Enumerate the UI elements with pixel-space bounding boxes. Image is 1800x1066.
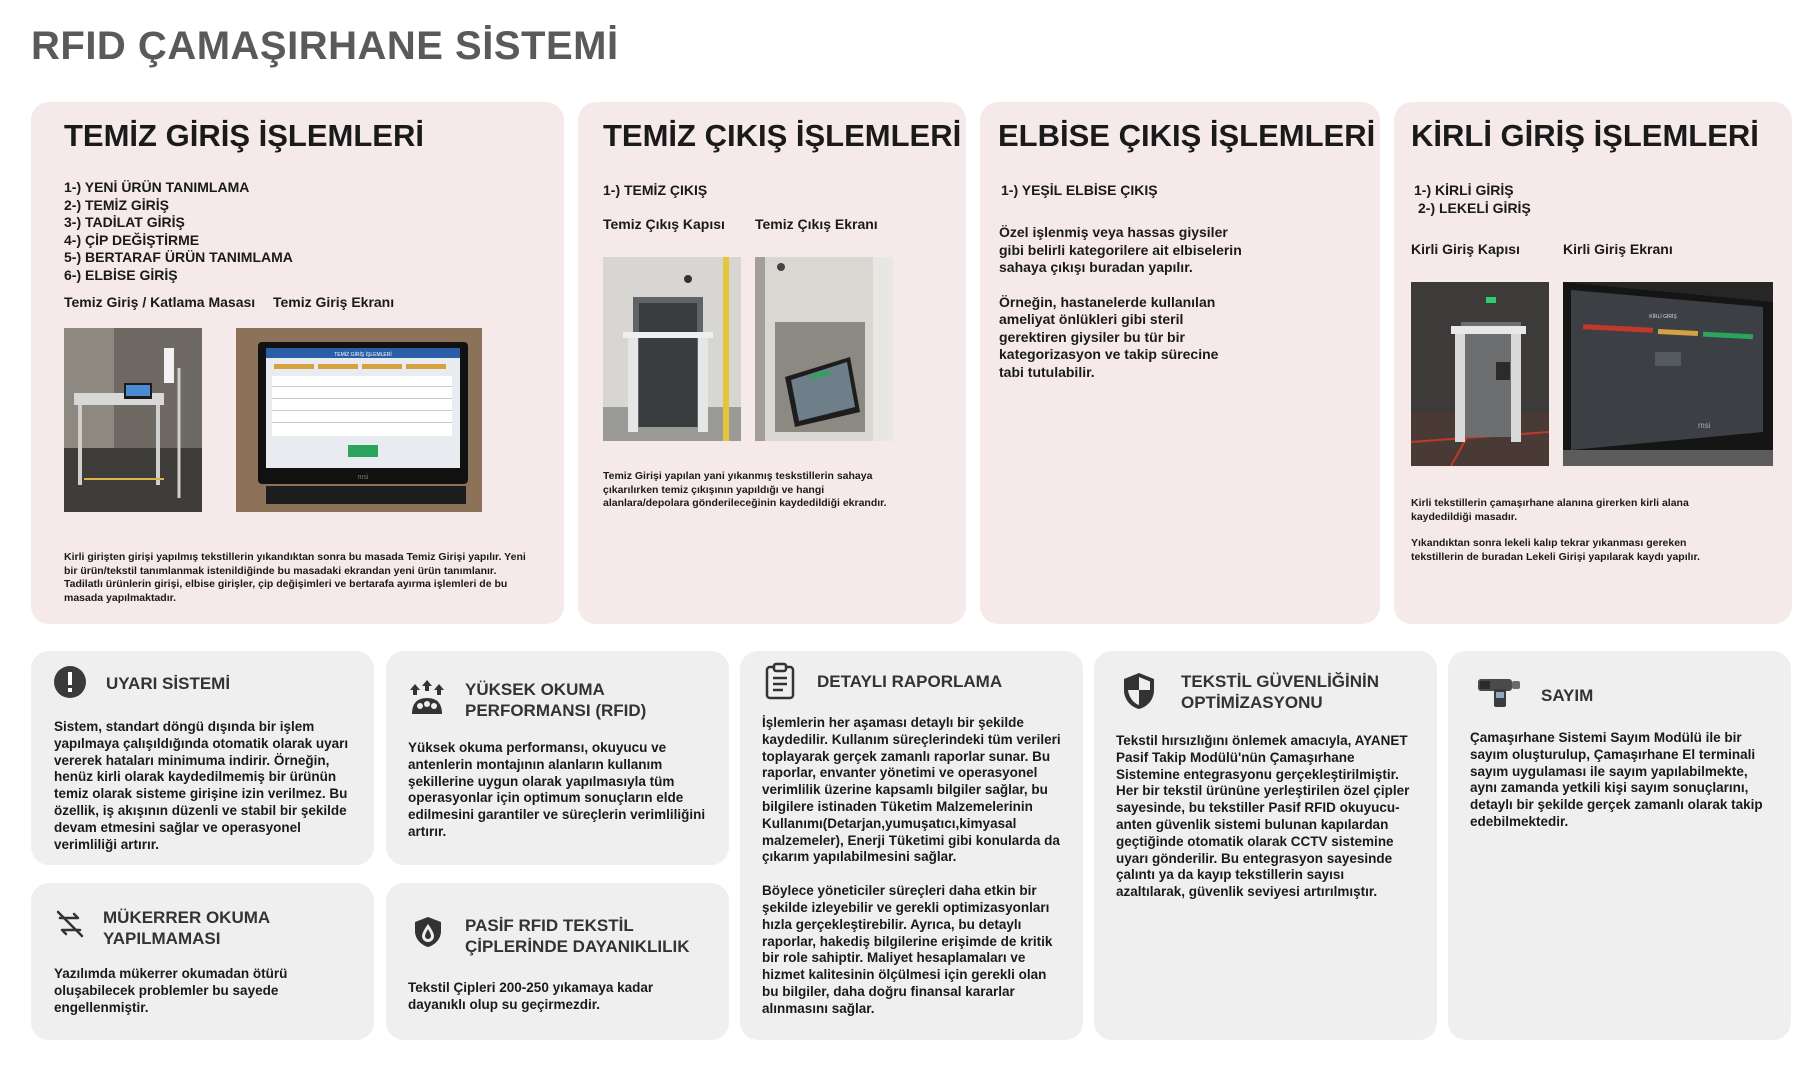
card-pasif-rfid bbox=[386, 883, 729, 1040]
temiz-giris-screen-photo bbox=[236, 328, 482, 512]
item-list bbox=[1414, 182, 1531, 217]
feature-title: MÜKERRER OKUMA YAPILMAMASI bbox=[103, 908, 270, 948]
feature-title: TEKSTİL GÜVENLİĞİNİN OPTİMİZASYONU bbox=[1181, 672, 1380, 712]
card-description bbox=[1411, 497, 1731, 564]
description-paragraph: Özel işlenmiş veya hassas giysiler gibi belirli kategorilere ait elbiselerin sahaya çıkışı buradan yapılır. bbox=[999, 224, 1242, 275]
section-title: TEMİZ GİRİŞ İŞLEMLERİ bbox=[64, 118, 424, 153]
brand-logo: msi bbox=[1698, 421, 1711, 430]
card-description bbox=[999, 224, 1244, 381]
feature-title: PASİF RFID TEKSTİL ÇİPLERİNDE DAYANIKLILIK bbox=[465, 916, 690, 956]
dirty-entry-door-photo bbox=[1411, 282, 1549, 466]
feature-title: YÜKSEK OKUMA PERFORMANSI (RFID) bbox=[465, 680, 647, 720]
feature-paragraph: Böylece yöneticiler süreçleri daha etkin bir şekilde izleyebilir ve gerekli optimizasyonları hızla gerçekleştirebilir. Ayrıca, bu detaylı raporlar, hakediş bilgilerine erişimde de kritik bir role sahiptir. Maliyet hesaplamaları ve hizmet kalitesinin ölçülmesi için gerekli olan bu bilgiler, daha doğru finansal kararlar alınmasını sağlar. bbox=[762, 883, 1053, 1016]
feature-text: Sistem, standart döngü dışında bir işlem yapılmaya çalışıldığında otomatik olarak uyarı vererek hataları minimuma indirir. Örneğin, henüz kirli olarak kaydedilmemiş bir ürünün temiz olarak sisteme girişine izin verilmez. Bu özellik, iş akışının düzenli ve stabil bir şekilde devam etmesini sağlar ve operasyonel verimliliği artırır. bbox=[54, 719, 349, 852]
folding-table-photo bbox=[64, 328, 202, 512]
screen-header: KİRLİ GİRİŞ bbox=[1649, 314, 1677, 320]
brand-logo: msi bbox=[357, 474, 369, 481]
card-description: Kirli girişten girişi yapılmış tekstillerin yıkandıktan sonra bu masada Temiz Girişi yapılır. Yeni bir ürün/tekstil tanımlanmak istenildiğinde bu masadaki ekrandan yeni ürün tanımlanır. Tadilatlı ürünlerin girişi, elbise girişler, çip değişimleri ve bertarafa ayırma işlemleri de bu masada yapılmaktadır. bbox=[64, 551, 526, 604]
card-temiz-giris bbox=[31, 102, 564, 624]
description-paragraph: Kirli tekstillerin çamaşırhane alanına girerken kirli alana kaydedildiği masadır. bbox=[1411, 497, 1689, 523]
section-title: TEMİZ ÇIKIŞ İŞLEMLERİ bbox=[603, 118, 962, 153]
feature-text: Yazılımda mükerrer okumadan ötürü oluşabilecek problemler bu sayede engellenmiştir. bbox=[54, 966, 288, 1015]
list-item: 6-) ELBİSE GİRİŞ bbox=[64, 266, 178, 283]
photo-label: Temiz Çıkış Kapısı bbox=[603, 216, 725, 232]
list-item: 1-) KİRLİ GİRİŞ bbox=[1414, 182, 1514, 198]
item-list bbox=[603, 182, 707, 200]
card-sayim bbox=[1448, 651, 1791, 1040]
card-yuksek-okuma bbox=[386, 651, 729, 865]
feature-text: Tekstil Çipleri 200-250 yıkamaya kadar dayanıklı olup su geçirmezdir. bbox=[408, 980, 654, 1012]
list-item: 4-) ÇİP DEĞİŞTİRME bbox=[64, 231, 200, 248]
section-title: ELBİSE ÇIKIŞ İŞLEMLERİ bbox=[998, 118, 1376, 153]
list-item: 2-) TEMİZ GİRİŞ bbox=[64, 196, 169, 213]
feature-title: DETAYLI RAPORLAMA bbox=[817, 672, 1003, 691]
list-item: 3-) TADİLAT GİRİŞ bbox=[64, 214, 185, 230]
list-item: 1-) YEŞİL ELBİSE ÇIKIŞ bbox=[1001, 182, 1158, 198]
card-mukerrer-okuma bbox=[31, 883, 374, 1040]
card-detayli-raporlama bbox=[740, 651, 1083, 1040]
description-paragraph: Örneğin, hastanelerde kullanılan ameliyat önlükleri gibi steril gerektiren giysiler bu tür bir kategorizasyon ve takip sürecine tabi tutulabilir. bbox=[999, 293, 1219, 380]
clipboard-icon bbox=[765, 662, 795, 700]
section-title: KİRLİ GİRİŞ İŞLEMLERİ bbox=[1411, 118, 1759, 153]
alert-icon bbox=[53, 665, 87, 699]
feature-text: Çamaşırhane Sistemi Sayım Modülü ile bir sayım oluşturulup, Çamaşırhane El terminali sayım uygulaması ile sayım yapılabilmekte, aynı zamanda yetkili kişi sayım sonuçlarını, detaylı bir şekilde gerçek zamanlı olarak takip edebilmektedir. bbox=[1470, 730, 1763, 829]
list-item: 1-) TEMİZ ÇIKIŞ bbox=[603, 182, 708, 198]
photo-label: Temiz Giriş Ekranı bbox=[273, 294, 395, 310]
card-temiz-cikis bbox=[578, 102, 966, 624]
feature-text bbox=[762, 715, 1062, 1018]
dirty-entry-screen-photo bbox=[1563, 282, 1773, 466]
description-paragraph: Yıkandıktan sonra lekeli kalıp tekrar yıkanması gereken tekstillerin de buradan Lekeli Girişi yapılarak kaydı yapılır. bbox=[1411, 537, 1700, 563]
exit-screen-photo bbox=[755, 257, 893, 441]
photo-label: Kirli Giriş Kapısı bbox=[1411, 241, 1520, 257]
feature-title: SAYIM bbox=[1541, 686, 1594, 705]
feature-title: UYARI SİSTEMİ bbox=[106, 674, 231, 693]
item-list bbox=[64, 179, 293, 284]
photo-label: Temiz Giriş / Katlama Masası bbox=[64, 294, 256, 310]
card-uyari-sistemi bbox=[31, 651, 374, 865]
card-tekstil-guvenligi bbox=[1094, 651, 1437, 1040]
list-item: 2-) LEKELİ GİRİŞ bbox=[1418, 199, 1531, 216]
feature-text: Tekstil hırsızlığını önlemek amacıyla, AYANET Pasif Takip Modülü'nün Çamaşırhane Sistemine entegrasyonu gerçekleştirilmiştir. Her bir tekstil ürününe yerleştirilen özel çipler sayesinde, bu tekstiller Pasif RFID okuyucu-anten güvenlik sistemi bulunan kapılardan geçtiğinde otomatik olarak CCTV sistemine uyarı gönderilir. Bu entegrasyon sayesinde çalıntı ya da kayıp tekstillerin sayısı azaltılarak, güvenlik seviyesi artırılmıştır. bbox=[1116, 733, 1410, 900]
performance-icon bbox=[408, 678, 446, 716]
photo-label: Kirli Giriş Ekranı bbox=[1563, 241, 1673, 257]
feature-text: Yüksek okuma performansı, okuyucu ve antenlerin montajının alanların kullanım şekillerine uygun olarak yapılmasıyla tüm operasyonlar için optimum sonuçların elde edilmesini garantiler ve süreçlerin verimliliğini artırır. bbox=[408, 740, 706, 839]
feature-paragraph: İşlemlerin her aşaması detaylı bir şekilde kaydedilir. Kullanım süreçlerindeki tüm verileri toplayarak gerçek zamanlı raporlar sunar. Bu raporlar, envanter yönetimi ve operasyonel verimlilik üzerine kapsamlı bilgiler sağlar, bu bilgilere istinaden Tüketim Malzemelerinin Kullanımı(Detarjan,yumuşatıcı,kimyasal malzemeler), Enerji Tüketimi gibi konularda da çıkarım yapılabilmesini sağlar. bbox=[762, 715, 1061, 865]
list-item: 1-) YENİ ÜRÜN TANIMLAMA bbox=[64, 179, 250, 195]
shield-icon bbox=[1122, 671, 1156, 711]
exit-gate-photo bbox=[603, 257, 741, 441]
handheld-scanner-icon bbox=[1476, 675, 1522, 709]
screen-header: TEMİZ GİRİŞ İŞLEMLERİ bbox=[334, 352, 392, 358]
water-shield-icon bbox=[411, 915, 445, 949]
list-item: 5-) BERTARAF ÜRÜN TANIMLAMA bbox=[64, 249, 293, 265]
item-list bbox=[1001, 182, 1158, 200]
card-kirli-giris bbox=[1394, 102, 1792, 624]
photo-label: Temiz Çıkış Ekranı bbox=[755, 216, 878, 232]
card-elbise-cikis bbox=[980, 102, 1380, 624]
no-duplicate-icon bbox=[53, 907, 87, 941]
page-title: RFID ÇAMAŞIRHANE SİSTEMİ bbox=[31, 24, 619, 68]
card-description: Temiz Girişi yapılan yani yıkanmış teskstillerin sahaya çıkarılırken temiz çıkışının yapıldığı ve hangi alanlara/depolara gönderileceğinin kaydedildiği ekrandır. bbox=[603, 470, 887, 509]
